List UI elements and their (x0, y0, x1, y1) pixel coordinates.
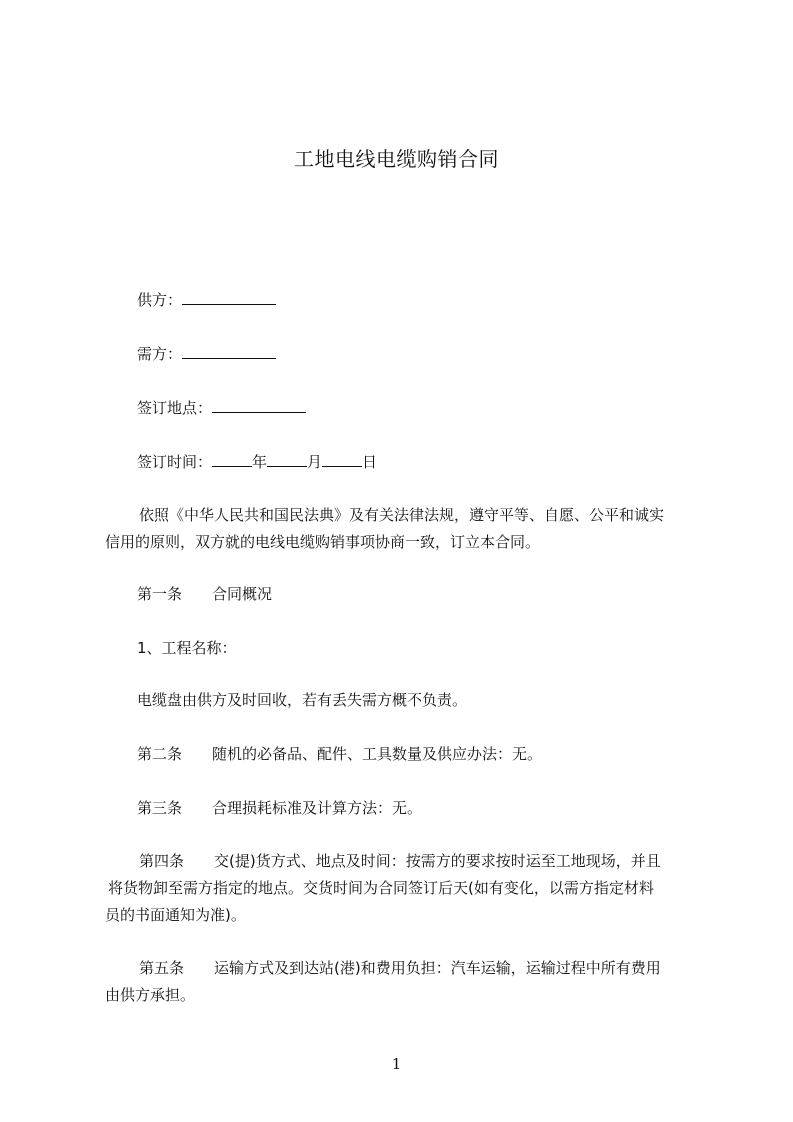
article-2-text: 随机的必备品、配件、工具数量及供应办法：无。 (212, 745, 543, 763)
year-label: 年 (252, 453, 268, 471)
page-number: 1 (391, 1055, 402, 1073)
article-2-number: 第二条 (137, 745, 183, 763)
article-2 (137, 744, 542, 764)
intro-line-2: 信用的原则，双方就的电线电缆购销事项协商一致，订立本合同。 (105, 533, 541, 551)
supplier-blank[interactable] (182, 290, 276, 305)
article-3-number: 第三条 (137, 799, 183, 817)
buyer-label: 需方： (137, 345, 183, 363)
supplier-label: 供方： (137, 291, 183, 309)
signing-place-blank[interactable] (212, 398, 306, 413)
article-4-line-3: 员的书面通知为准)。 (105, 906, 246, 924)
cable-reel-clause: 电缆盘由供方及时回收，若有丢失需方概不负责。 (137, 691, 468, 709)
day-blank[interactable] (322, 452, 362, 467)
article-5-number: 第五条 (139, 959, 185, 977)
article-1-number: 第一条 (137, 585, 183, 603)
signing-time-field (137, 452, 377, 472)
article-3-text: 合理损耗标准及计算方法：无。 (212, 799, 423, 817)
signing-time-label: 签订时间： (137, 453, 213, 471)
article-4-line-2: 将货物卸至需方指定的地点。交货时间为合同签订后天(如有变化，以需方指定材料 (108, 879, 654, 897)
article-1-title: 合同概况 (212, 585, 273, 603)
supplier-field (137, 290, 276, 310)
article-5-text-1: 运输方式及到达站(港)和费用负担：汽车运输，运输过程中所有费用 (214, 959, 661, 977)
month-blank[interactable] (267, 452, 307, 467)
day-label: 日 (362, 453, 378, 471)
intro-line-1: 依照《中华人民共和国民法典》及有关法律法规，遵守平等、自愿、公平和诚实 (139, 506, 665, 524)
signing-place-field (137, 398, 306, 418)
article-4-number: 第四条 (139, 852, 185, 870)
article-1-heading (137, 584, 272, 604)
buyer-blank[interactable] (182, 344, 276, 359)
article-3 (137, 798, 422, 818)
signing-place-label: 签订地点： (137, 399, 213, 417)
document-title: 工地电线电缆购销合同 (294, 147, 499, 171)
article-4-text-1: 交(提)货方式、地点及时间：按需方的要求按时运至工地现场，并且 (214, 852, 661, 870)
year-blank[interactable] (212, 452, 252, 467)
article-4-line-1 (139, 851, 661, 871)
article-5-line-2: 由供方承担。 (105, 986, 196, 1004)
month-label: 月 (307, 453, 323, 471)
article-5-line-1 (139, 958, 661, 978)
buyer-field (137, 344, 276, 364)
item-1-project-name: 1、工程名称： (137, 639, 237, 657)
